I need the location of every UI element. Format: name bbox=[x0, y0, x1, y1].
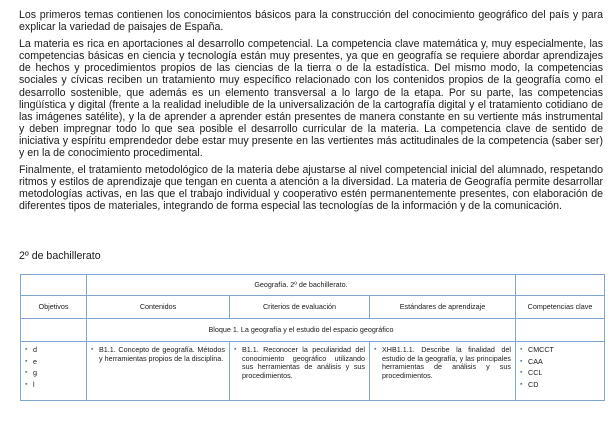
curriculum-table bbox=[20, 274, 605, 401]
table-block-spacer bbox=[516, 319, 605, 342]
contenido-text: ▪ B1.1. Concepto de geografía. Métodos y herramientas propios de la disciplina. bbox=[91, 346, 225, 363]
cell-estandares bbox=[370, 342, 516, 401]
body-text bbox=[19, 9, 603, 218]
estandar-text: ▪ XHB1.1.1. Describe la finalidad del estudio de la geografía, y las principales herramientas de análisis y sus procedimientos. bbox=[374, 346, 511, 380]
cell-criterios bbox=[230, 342, 370, 401]
paragraph-competencies: La materia es rica en aportaciones al desarrollo competencial. La competencia clave matemática y, muy especialmente, las competencias básicas en ciencia y tecnología están muy presentes, ya que en geografía se requiere abordar aprendizajes de hechos y procedimientos propios de las ciencias de la tierra o de la estadística. Del mismo modo, la competencias sociales y cívicas reciben un tratamiento muy específico relacionado con los contenidos propios de la geografía como el desarrollo sostenible, que además es un elemento transversal a lo largo de la etapa. Por su parte, las competencias lingüística y digital (frente a la realidad ineludible de la universalización de la cartografía digital y el tratamiento cotidiano de las imágenes satélite), y la de aprender a aprender están presentes de manera constante en su vertiente más instrumental y deben impregnar todo lo que sea posible el desarrollo curricular de la materia. La competencia clave de sentido de iniciativa y espíritu emprendedor debe estar muy presente en las vertientes más actitudinales de la competencia (saber ser) y en la de conocimiento procedimental. bbox=[19, 38, 603, 160]
objetivo-item: ▪ d bbox=[25, 346, 82, 355]
header-objetivos: Objetivos bbox=[21, 296, 87, 319]
competencia-item: ▪ CCL bbox=[520, 369, 600, 378]
objetivo-item: ▪ g bbox=[25, 369, 82, 378]
table-title: Geografía. 2º de bachillerato. bbox=[87, 275, 516, 296]
table-header-row bbox=[21, 296, 605, 319]
table-row bbox=[21, 342, 605, 401]
paragraph-intro: Los primeros temas contienen los conocimientos básicos para la construcción del conocimiento geográfico del país y para explicar la variedad de paisajes de España. bbox=[19, 9, 603, 34]
cell-objetivos bbox=[21, 342, 87, 401]
header-criterios: Criterios de evaluación bbox=[230, 296, 370, 319]
paragraph-methodology: Finalmente, el tratamiento metodológico de la materia debe ajustarse al nivel competencial inicial del alumnado, respetando ritmos y estilos de aprendizaje que tengan en cuenta a atención a la diversidad. La materia de Geografía permite desarrollar metodologías activas, en las que el trabajo individual y cooperativo estén permanentemente presentes, con elaboración de diferentes tipos de materiales, integrando de forma especial las tecnologías de la información y de la comunicación. bbox=[19, 164, 603, 213]
objetivo-item: ▪ e bbox=[25, 358, 82, 367]
header-estandares: Estándares de aprendizaje bbox=[370, 296, 516, 319]
header-contenidos: Contenidos bbox=[87, 296, 230, 319]
table-corner-cell bbox=[516, 275, 605, 296]
cell-competencias bbox=[516, 342, 605, 401]
table-corner-cell bbox=[21, 275, 87, 296]
criterio-text: ▪ B1.1. Reconocer la peculiaridad del conocimiento geográfico utilizando sus herramientas de análisis y sus procedimientos. bbox=[234, 346, 365, 380]
competencia-item: ▪ CD bbox=[520, 381, 600, 390]
competencia-item: ▪ CAA bbox=[520, 358, 600, 367]
competencia-item: ▪ CMCCT bbox=[520, 346, 600, 355]
table-block-spacer bbox=[21, 319, 87, 342]
block-title: Bloque 1. La geografía y el estudio del espacio geográfico bbox=[87, 319, 516, 342]
section-heading: 2º de bachillerato bbox=[19, 250, 101, 262]
header-competencias: Competencias clave bbox=[516, 296, 605, 319]
table-title-row bbox=[21, 275, 605, 296]
cell-contenidos bbox=[87, 342, 230, 401]
table-block-row bbox=[21, 319, 605, 342]
objetivo-item: ▪ l bbox=[25, 381, 82, 390]
